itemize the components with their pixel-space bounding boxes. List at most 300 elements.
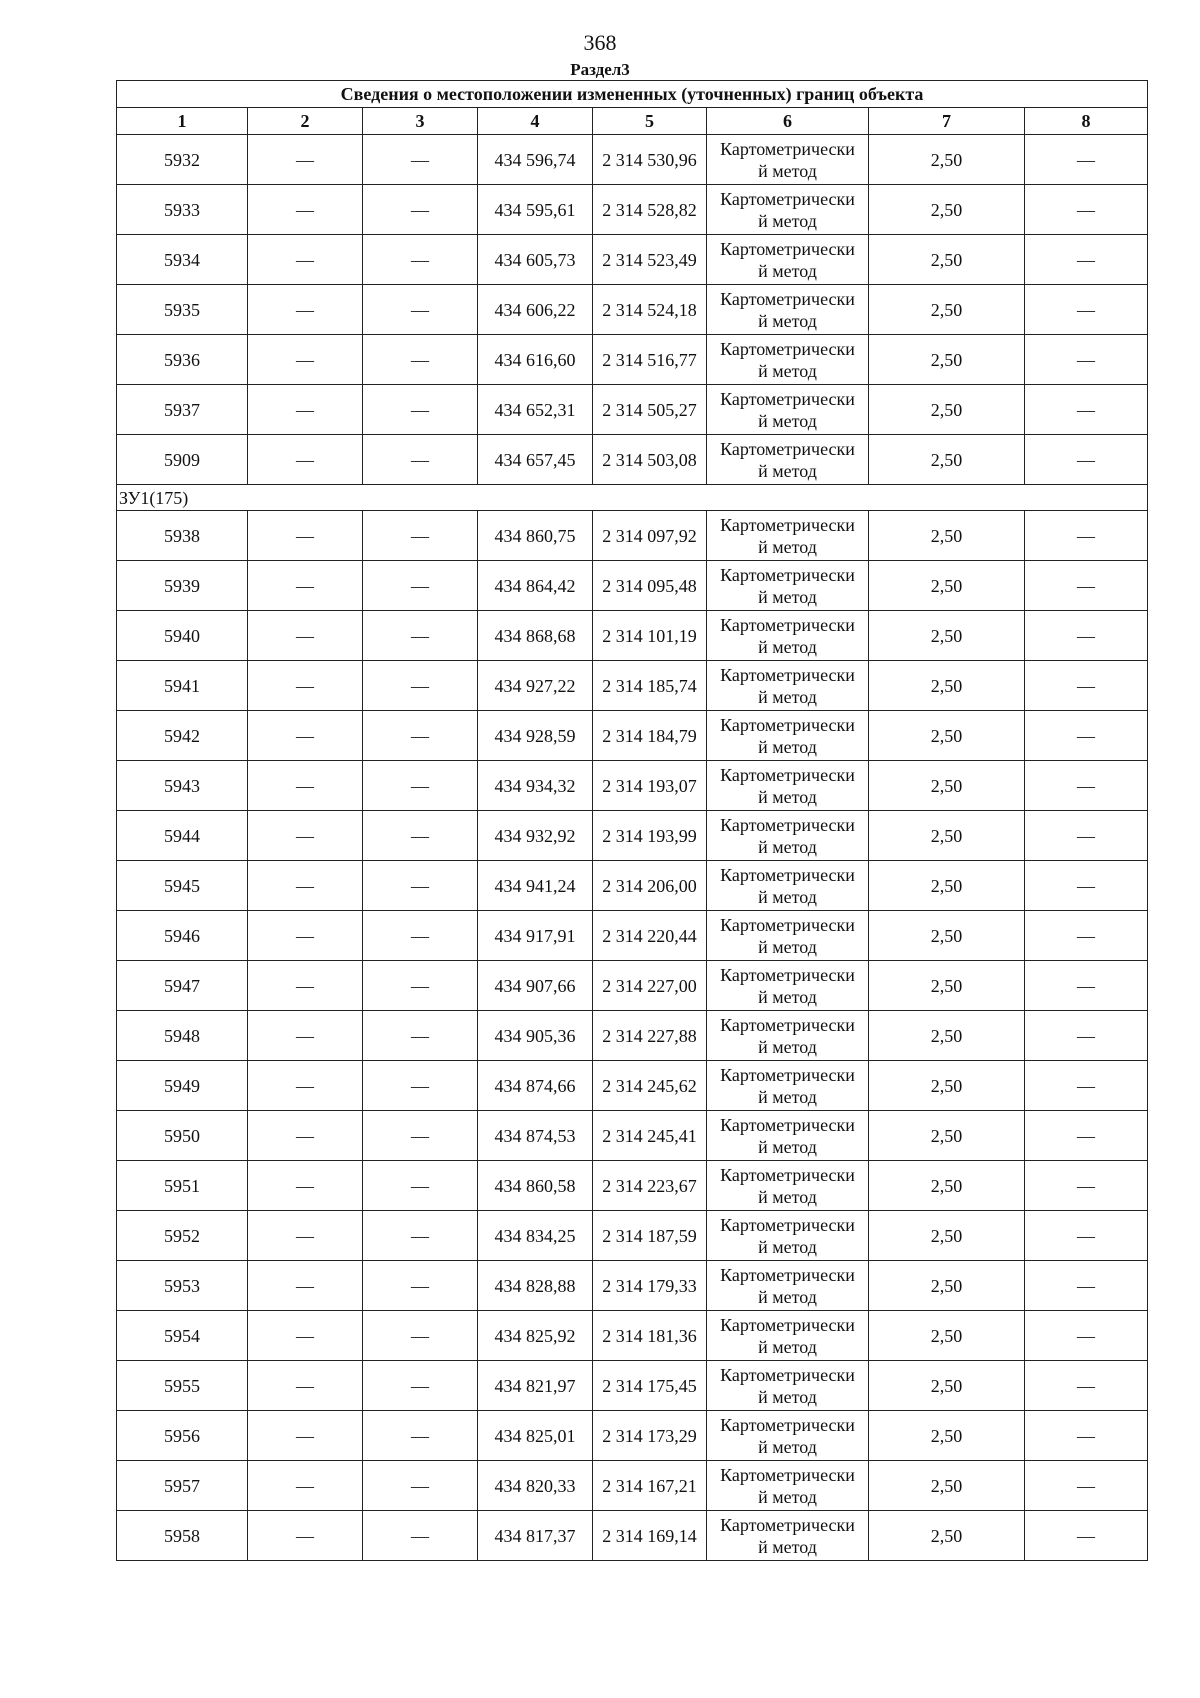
y-coordinate-cell: 2 314 095,48 [593, 561, 707, 611]
x-coordinate-cell: 434 652,31 [478, 385, 593, 435]
point-number-cell: 5950 [117, 1111, 248, 1161]
method-line-1: Картометрически [720, 438, 855, 459]
method-cell [707, 135, 869, 185]
empty-cell-col8: — [1025, 911, 1148, 961]
method-line-1: Картометрически [720, 914, 855, 935]
method-cell [707, 1411, 869, 1461]
empty-cell-col3: — [363, 961, 478, 1011]
y-coordinate-cell: 2 314 530,96 [593, 135, 707, 185]
method-line-2: й метод [758, 586, 817, 607]
empty-cell-col3: — [363, 811, 478, 861]
table-row [117, 1411, 1148, 1461]
column-header-6: 6 [707, 108, 869, 135]
group-row [117, 485, 1148, 511]
method-cell [707, 1111, 869, 1161]
empty-cell-col2: — [248, 561, 363, 611]
empty-cell-col3: — [363, 1161, 478, 1211]
accuracy-cell: 2,50 [869, 1111, 1025, 1161]
x-coordinate-cell: 434 868,68 [478, 611, 593, 661]
method-line-1: Картометрически [720, 1514, 855, 1535]
x-coordinate-cell: 434 606,22 [478, 285, 593, 335]
method-line-2: й метод [758, 1436, 817, 1457]
table-row [117, 385, 1148, 435]
table-row [117, 811, 1148, 861]
method-line-2: й метод [758, 260, 817, 281]
method-line-2: й метод [758, 1086, 817, 1107]
group-section [117, 485, 1148, 511]
empty-cell-col2: — [248, 511, 363, 561]
empty-cell-col8: — [1025, 1061, 1148, 1111]
empty-cell-col3: — [363, 1061, 478, 1111]
method-cell [707, 1211, 869, 1261]
method-line-2: й метод [758, 686, 817, 707]
y-coordinate-cell: 2 314 223,67 [593, 1161, 707, 1211]
empty-cell-col2: — [248, 911, 363, 961]
table-row [117, 961, 1148, 1011]
empty-cell-col3: — [363, 1411, 478, 1461]
accuracy-cell: 2,50 [869, 861, 1025, 911]
empty-cell-col3: — [363, 1461, 478, 1511]
empty-cell-col3: — [363, 385, 478, 435]
table-row [117, 661, 1148, 711]
y-coordinate-cell: 2 314 193,99 [593, 811, 707, 861]
column-header-5: 5 [593, 108, 707, 135]
accuracy-cell: 2,50 [869, 811, 1025, 861]
empty-cell-col3: — [363, 435, 478, 485]
empty-cell-col2: — [248, 1311, 363, 1361]
table-row [117, 1111, 1148, 1161]
empty-cell-col2: — [248, 285, 363, 335]
point-number-cell: 5933 [117, 185, 248, 235]
empty-cell-col3: — [363, 1011, 478, 1061]
table-row [117, 285, 1148, 335]
point-number-cell: 5936 [117, 335, 248, 385]
method-line-2: й метод [758, 360, 817, 381]
accuracy-cell: 2,50 [869, 435, 1025, 485]
table-row [117, 1211, 1148, 1261]
method-line-1: Картометрически [720, 1164, 855, 1185]
point-number-cell: 5942 [117, 711, 248, 761]
y-coordinate-cell: 2 314 167,21 [593, 1461, 707, 1511]
method-line-2: й метод [758, 636, 817, 657]
empty-cell-col8: — [1025, 1011, 1148, 1061]
table-row [117, 511, 1148, 561]
method-line-1: Картометрически [720, 1064, 855, 1085]
y-coordinate-cell: 2 314 206,00 [593, 861, 707, 911]
method-line-2: й метод [758, 1036, 817, 1057]
empty-cell-col2: — [248, 1061, 363, 1111]
empty-cell-col8: — [1025, 1411, 1148, 1461]
x-coordinate-cell: 434 834,25 [478, 1211, 593, 1261]
y-coordinate-cell: 2 314 169,14 [593, 1511, 707, 1561]
y-coordinate-cell: 2 314 505,27 [593, 385, 707, 435]
empty-cell-col2: — [248, 1111, 363, 1161]
method-line-1: Картометрически [720, 1114, 855, 1135]
accuracy-cell: 2,50 [869, 1011, 1025, 1061]
method-cell [707, 1011, 869, 1061]
empty-cell-col8: — [1025, 1511, 1148, 1561]
point-number-cell: 5945 [117, 861, 248, 911]
accuracy-cell: 2,50 [869, 761, 1025, 811]
accuracy-cell: 2,50 [869, 385, 1025, 435]
empty-cell-col8: — [1025, 661, 1148, 711]
method-line-2: й метод [758, 1386, 817, 1407]
method-cell [707, 761, 869, 811]
accuracy-cell: 2,50 [869, 1061, 1025, 1111]
table-row [117, 911, 1148, 961]
y-coordinate-cell: 2 314 187,59 [593, 1211, 707, 1261]
method-cell [707, 961, 869, 1011]
empty-cell-col8: — [1025, 335, 1148, 385]
column-header-row [117, 108, 1148, 135]
table-row [117, 235, 1148, 285]
point-number-cell: 5956 [117, 1411, 248, 1461]
y-coordinate-cell: 2 314 227,88 [593, 1011, 707, 1061]
accuracy-cell: 2,50 [869, 1311, 1025, 1361]
point-number-cell: 5932 [117, 135, 248, 185]
method-line-1: Картометрически [720, 664, 855, 685]
empty-cell-col3: — [363, 761, 478, 811]
empty-cell-col2: — [248, 185, 363, 235]
empty-cell-col2: — [248, 1511, 363, 1561]
empty-cell-col8: — [1025, 235, 1148, 285]
empty-cell-col2: — [248, 761, 363, 811]
method-cell [707, 1511, 869, 1561]
x-coordinate-cell: 434 860,58 [478, 1161, 593, 1211]
table-row [117, 185, 1148, 235]
x-coordinate-cell: 434 616,60 [478, 335, 593, 385]
method-cell [707, 661, 869, 711]
method-line-2: й метод [758, 1336, 817, 1357]
section-label: Раздел3 [570, 60, 630, 79]
method-cell [707, 1161, 869, 1211]
accuracy-cell: 2,50 [869, 561, 1025, 611]
column-header-8: 8 [1025, 108, 1148, 135]
empty-cell-col3: — [363, 561, 478, 611]
x-coordinate-cell: 434 932,92 [478, 811, 593, 861]
method-line-1: Картометрически [720, 1014, 855, 1035]
method-cell [707, 435, 869, 485]
x-coordinate-cell: 434 657,45 [478, 435, 593, 485]
accuracy-cell: 2,50 [869, 235, 1025, 285]
table-row [117, 1261, 1148, 1311]
x-coordinate-cell: 434 605,73 [478, 235, 593, 285]
y-coordinate-cell: 2 314 181,36 [593, 1311, 707, 1361]
point-number-cell: 5944 [117, 811, 248, 861]
method-line-2: й метод [758, 536, 817, 557]
empty-cell-col2: — [248, 1461, 363, 1511]
empty-cell-col2: — [248, 335, 363, 385]
accuracy-cell: 2,50 [869, 611, 1025, 661]
method-line-2: й метод [758, 1536, 817, 1557]
method-cell [707, 1311, 869, 1361]
point-number-cell: 5934 [117, 235, 248, 285]
method-cell [707, 861, 869, 911]
accuracy-cell: 2,50 [869, 135, 1025, 185]
point-number-cell: 5909 [117, 435, 248, 485]
table-row [117, 1461, 1148, 1511]
y-coordinate-cell: 2 314 524,18 [593, 285, 707, 335]
empty-cell-col3: — [363, 1511, 478, 1561]
method-line-2: й метод [758, 310, 817, 331]
empty-cell-col8: — [1025, 511, 1148, 561]
method-cell [707, 335, 869, 385]
empty-cell-col2: — [248, 1411, 363, 1461]
empty-cell-col3: — [363, 1261, 478, 1311]
table-row [117, 611, 1148, 661]
method-cell [707, 611, 869, 661]
empty-cell-col8: — [1025, 611, 1148, 661]
empty-cell-col3: — [363, 285, 478, 335]
point-number-cell: 5937 [117, 385, 248, 435]
empty-cell-col8: — [1025, 1211, 1148, 1261]
empty-cell-col2: — [248, 1011, 363, 1061]
method-cell [707, 1361, 869, 1411]
empty-cell-col2: — [248, 1161, 363, 1211]
empty-cell-col3: — [363, 1361, 478, 1411]
point-number-cell: 5943 [117, 761, 248, 811]
accuracy-cell: 2,50 [869, 335, 1025, 385]
method-line-1: Картометрически [720, 338, 855, 359]
y-coordinate-cell: 2 314 227,00 [593, 961, 707, 1011]
column-header-3: 3 [363, 108, 478, 135]
group-label: ЗУ1(175) [117, 485, 1148, 511]
x-coordinate-cell: 434 874,66 [478, 1061, 593, 1111]
x-coordinate-cell: 434 860,75 [478, 511, 593, 561]
empty-cell-col8: — [1025, 435, 1148, 485]
empty-cell-col3: — [363, 711, 478, 761]
method-line-1: Картометрически [720, 964, 855, 985]
point-number-cell: 5941 [117, 661, 248, 711]
method-line-2: й метод [758, 410, 817, 431]
empty-cell-col3: — [363, 185, 478, 235]
accuracy-cell: 2,50 [869, 1261, 1025, 1311]
empty-cell-col8: — [1025, 761, 1148, 811]
method-line-2: й метод [758, 1486, 817, 1507]
table-row [117, 435, 1148, 485]
point-number-cell: 5938 [117, 511, 248, 561]
column-header-4: 4 [478, 108, 593, 135]
x-coordinate-cell: 434 817,37 [478, 1511, 593, 1561]
empty-cell-col2: — [248, 1361, 363, 1411]
table-row [117, 761, 1148, 811]
x-coordinate-cell: 434 596,74 [478, 135, 593, 185]
point-number-cell: 5949 [117, 1061, 248, 1111]
point-number-cell: 5958 [117, 1511, 248, 1561]
accuracy-cell: 2,50 [869, 285, 1025, 335]
empty-cell-col8: — [1025, 811, 1148, 861]
method-line-2: й метод [758, 836, 817, 857]
method-line-2: й метод [758, 1136, 817, 1157]
empty-cell-col8: — [1025, 711, 1148, 761]
x-coordinate-cell: 434 941,24 [478, 861, 593, 911]
empty-cell-col8: — [1025, 1361, 1148, 1411]
point-number-cell: 5939 [117, 561, 248, 611]
method-cell [707, 285, 869, 335]
accuracy-cell: 2,50 [869, 1211, 1025, 1261]
empty-cell-col3: — [363, 1111, 478, 1161]
accuracy-cell: 2,50 [869, 711, 1025, 761]
method-line-1: Картометрически [720, 864, 855, 885]
point-number-cell: 5957 [117, 1461, 248, 1511]
empty-cell-col2: — [248, 235, 363, 285]
empty-cell-col3: — [363, 911, 478, 961]
x-coordinate-cell: 434 927,22 [478, 661, 593, 711]
accuracy-cell: 2,50 [869, 961, 1025, 1011]
page-number: 368 [583, 30, 617, 55]
point-number-cell: 5940 [117, 611, 248, 661]
empty-cell-col2: — [248, 811, 363, 861]
method-cell [707, 185, 869, 235]
point-number-cell: 5951 [117, 1161, 248, 1211]
y-coordinate-cell: 2 314 173,29 [593, 1411, 707, 1461]
x-coordinate-cell: 434 825,01 [478, 1411, 593, 1461]
empty-cell-col2: — [248, 1261, 363, 1311]
empty-cell-col2: — [248, 611, 363, 661]
empty-cell-col3: — [363, 1311, 478, 1361]
empty-cell-col3: — [363, 135, 478, 185]
empty-cell-col3: — [363, 861, 478, 911]
y-coordinate-cell: 2 314 193,07 [593, 761, 707, 811]
empty-cell-col3: — [363, 235, 478, 285]
method-line-1: Картометрически [720, 388, 855, 409]
method-cell [707, 1061, 869, 1111]
table-row [117, 861, 1148, 911]
method-line-2: й метод [758, 1286, 817, 1307]
method-cell [707, 1461, 869, 1511]
method-line-1: Картометрически [720, 764, 855, 785]
table-row [117, 1511, 1148, 1561]
method-line-1: Картометрически [720, 1364, 855, 1385]
boundary-table [116, 80, 1148, 1561]
accuracy-cell: 2,50 [869, 911, 1025, 961]
method-line-2: й метод [758, 736, 817, 757]
accuracy-cell: 2,50 [869, 1361, 1025, 1411]
method-line-1: Картометрически [720, 1314, 855, 1335]
empty-cell-col8: — [1025, 285, 1148, 335]
method-cell [707, 235, 869, 285]
method-cell [707, 511, 869, 561]
point-number-cell: 5953 [117, 1261, 248, 1311]
empty-cell-col3: — [363, 511, 478, 561]
column-header-7: 7 [869, 108, 1025, 135]
point-number-cell: 5954 [117, 1311, 248, 1361]
x-coordinate-cell: 434 820,33 [478, 1461, 593, 1511]
empty-cell-col8: — [1025, 961, 1148, 1011]
method-line-2: й метод [758, 210, 817, 231]
empty-cell-col2: — [248, 961, 363, 1011]
rows-after-group [117, 511, 1148, 1561]
method-line-2: й метод [758, 886, 817, 907]
accuracy-cell: 2,50 [869, 1411, 1025, 1461]
method-line-1: Картометрически [720, 1214, 855, 1235]
x-coordinate-cell: 434 874,53 [478, 1111, 593, 1161]
empty-cell-col2: — [248, 1211, 363, 1261]
x-coordinate-cell: 434 825,92 [478, 1311, 593, 1361]
x-coordinate-cell: 434 595,61 [478, 185, 593, 235]
empty-cell-col2: — [248, 861, 363, 911]
table-row [117, 1011, 1148, 1061]
y-coordinate-cell: 2 314 523,49 [593, 235, 707, 285]
column-header-2: 2 [248, 108, 363, 135]
x-coordinate-cell: 434 928,59 [478, 711, 593, 761]
empty-cell-col8: — [1025, 1261, 1148, 1311]
method-line-2: й метод [758, 936, 817, 957]
method-line-2: й метод [758, 1186, 817, 1207]
accuracy-cell: 2,50 [869, 1511, 1025, 1561]
method-line-2: й метод [758, 1236, 817, 1257]
empty-cell-col8: — [1025, 561, 1148, 611]
x-coordinate-cell: 434 828,88 [478, 1261, 593, 1311]
method-cell [707, 385, 869, 435]
method-line-2: й метод [758, 786, 817, 807]
point-number-cell: 5946 [117, 911, 248, 961]
method-line-1: Картометрически [720, 188, 855, 209]
method-cell [707, 911, 869, 961]
x-coordinate-cell: 434 907,66 [478, 961, 593, 1011]
point-number-cell: 5955 [117, 1361, 248, 1411]
point-number-cell: 5935 [117, 285, 248, 335]
x-coordinate-cell: 434 934,32 [478, 761, 593, 811]
table-row [117, 561, 1148, 611]
empty-cell-col2: — [248, 385, 363, 435]
y-coordinate-cell: 2 314 245,62 [593, 1061, 707, 1111]
method-line-1: Картометрически [720, 138, 855, 159]
point-number-cell: 5952 [117, 1211, 248, 1261]
empty-cell-col2: — [248, 435, 363, 485]
empty-cell-col8: — [1025, 185, 1148, 235]
y-coordinate-cell: 2 314 097,92 [593, 511, 707, 561]
column-header-1: 1 [117, 108, 248, 135]
method-line-1: Картометрически [720, 614, 855, 635]
rows-before-group [117, 135, 1148, 485]
method-line-1: Картометрически [720, 564, 855, 585]
table-row [117, 1161, 1148, 1211]
empty-cell-col8: — [1025, 1311, 1148, 1361]
y-coordinate-cell: 2 314 528,82 [593, 185, 707, 235]
method-line-2: й метод [758, 986, 817, 1007]
y-coordinate-cell: 2 314 245,41 [593, 1111, 707, 1161]
empty-cell-col8: — [1025, 861, 1148, 911]
accuracy-cell: 2,50 [869, 1161, 1025, 1211]
empty-cell-col8: — [1025, 1161, 1148, 1211]
table-row [117, 1061, 1148, 1111]
accuracy-cell: 2,50 [869, 511, 1025, 561]
y-coordinate-cell: 2 314 101,19 [593, 611, 707, 661]
table-row [117, 1311, 1148, 1361]
y-coordinate-cell: 2 314 185,74 [593, 661, 707, 711]
y-coordinate-cell: 2 314 516,77 [593, 335, 707, 385]
table-row [117, 135, 1148, 185]
x-coordinate-cell: 434 905,36 [478, 1011, 593, 1061]
y-coordinate-cell: 2 314 503,08 [593, 435, 707, 485]
y-coordinate-cell: 2 314 175,45 [593, 1361, 707, 1411]
table-row [117, 1361, 1148, 1411]
empty-cell-col8: — [1025, 1111, 1148, 1161]
method-line-1: Картометрически [720, 514, 855, 535]
empty-cell-col8: — [1025, 135, 1148, 185]
method-line-1: Картометрически [720, 288, 855, 309]
method-cell [707, 711, 869, 761]
empty-cell-col8: — [1025, 385, 1148, 435]
method-line-1: Картометрически [720, 814, 855, 835]
method-cell [707, 811, 869, 861]
empty-cell-col3: — [363, 1211, 478, 1261]
x-coordinate-cell: 434 864,42 [478, 561, 593, 611]
method-cell [707, 561, 869, 611]
table-row [117, 711, 1148, 761]
table-row [117, 335, 1148, 385]
